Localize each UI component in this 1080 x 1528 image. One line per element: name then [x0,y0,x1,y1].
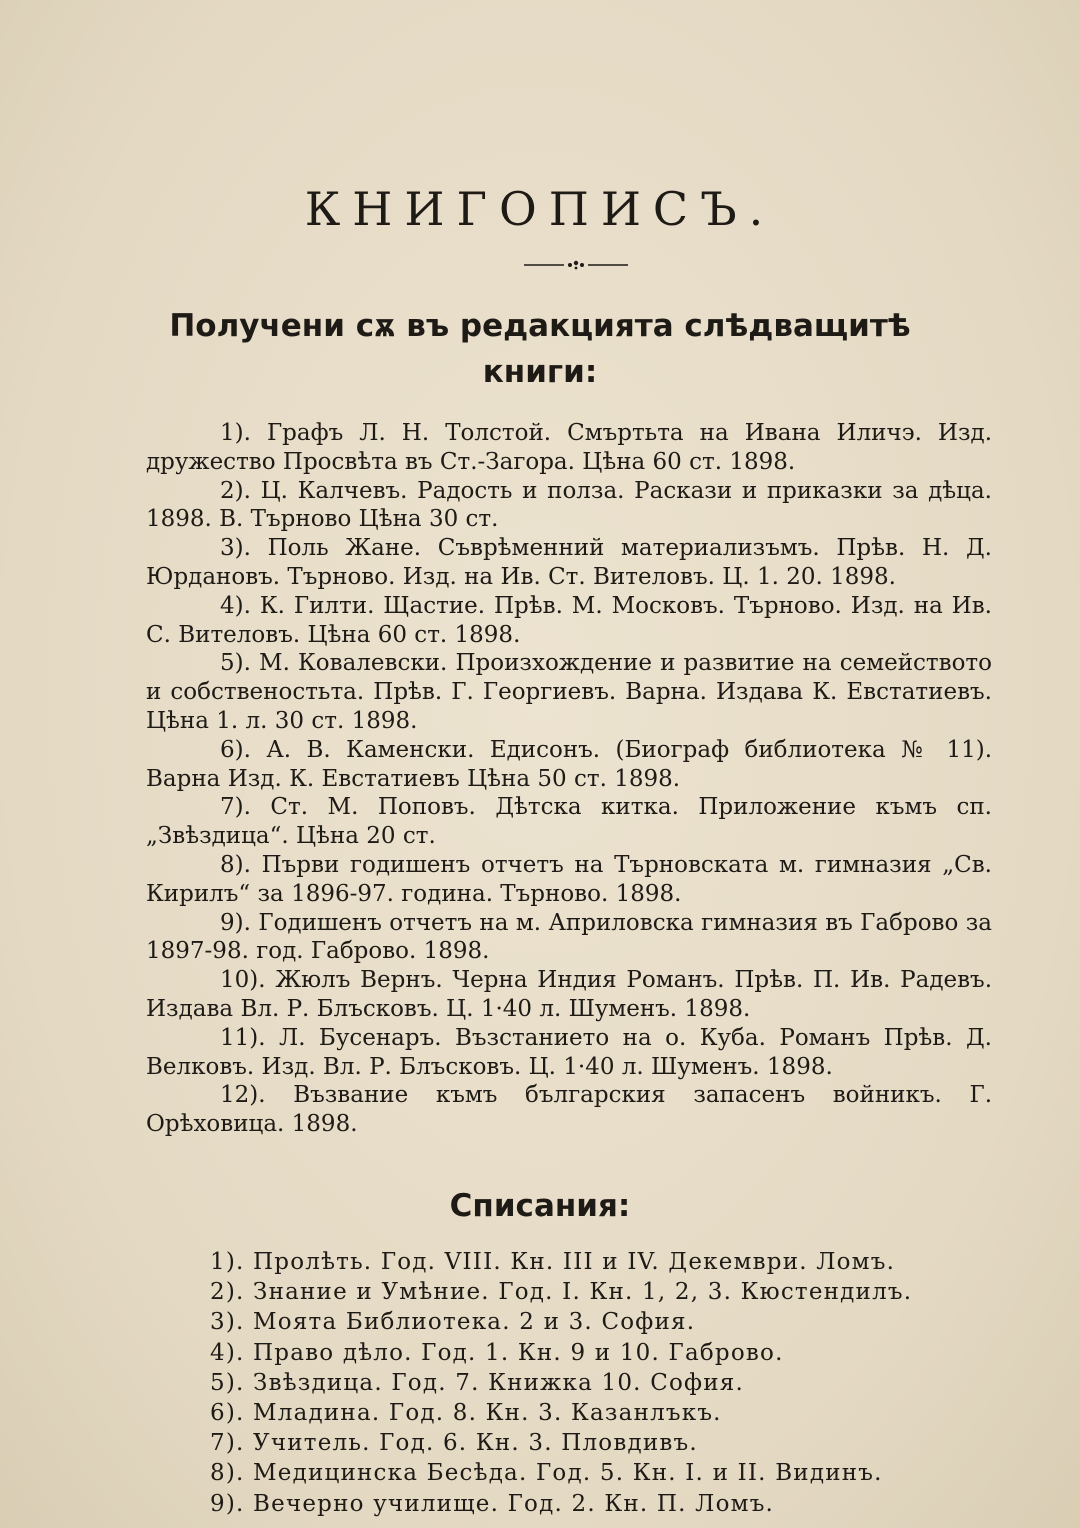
book-number: 8). [220,851,251,878]
book-text: Ст. М. Поповъ. Дѣтска китка. Приложение къмъ сп. „Звѣздица“. Цѣна 20 ст. [146,794,992,850]
book-number: 7). [220,794,251,821]
journal-name: Пролѣть. [253,1249,373,1275]
journal-name: Право дѣло. [253,1339,413,1366]
journal-name: Младина. [253,1400,381,1427]
journal-text: Год. 8. Кн. 3. Казанлъкъ. [388,1400,722,1427]
book-number: 12). [220,1082,266,1109]
book-number: 6). [220,736,251,763]
books-heading-line2: книги: [482,354,598,390]
journal-entry [210,1277,1010,1307]
journal-number: 9). [210,1490,245,1517]
journal-number: 3). [210,1309,245,1336]
book-number: 9). [220,909,251,936]
books-list [146,419,992,1139]
journal-number: 2). [210,1279,245,1306]
book-text: Поль Жане. Съврѣменний материализъмъ. Прѣв. Н. Д. Юрдановъ. Търново. Изд. на Ив. Ст. Вителовъ. Ц. 1. 20. 1898. [146,535,992,590]
journal-number: 4). [210,1339,245,1366]
journals-list [210,1247,1010,1519]
journal-entry [210,1338,1010,1368]
book-number: 11). [220,1024,266,1051]
book-entry [146,966,992,1024]
journal-entry [210,1247,1010,1277]
journal-text: Год. VIII. Кн. III и IV. Декември. Ломъ. [380,1249,896,1275]
journal-number: 7). [210,1430,245,1457]
journal-number: 6). [210,1400,245,1427]
book-entry [146,1081,992,1139]
journal-number: 1). [210,1249,245,1275]
ornament-divider-icon [524,258,628,272]
journal-text: Год. 1. Кн. 9 и 10. Габрово. [421,1339,784,1366]
book-text: Л. Бусенаръ. Възстанието на о. Куба. Романъ Прѣв. Д. Велковъ. Изд. Вл. Р. Блъсковъ. Ц. 1·40 л. Шуменъ. 1898. [146,1024,992,1080]
book-number: 2). [220,477,251,504]
book-text: Годишенъ отчетъ на м. Априловска гимназия въ Габрово за 1897-98. год. Габрово. 1898. [146,909,993,965]
journal-name: Учитель. [253,1430,371,1457]
book-entry [146,649,992,735]
book-number: 10). [220,967,266,994]
journal-text: Год. 7. Книжка 10. София. [391,1369,744,1396]
book-number: 4). [220,592,251,619]
book-number: 3). [220,535,251,562]
journal-text: Год. 5. Кн. I. и II. Видинъ. [536,1460,883,1487]
book-text: К. Гилти. Щастие. Прѣв. М. Московъ. Търново. Изд. на Ив. С. Вителовъ. Цѣна 60 ст. 1898. [146,592,992,648]
book-entry [146,419,992,477]
journal-text: Год. I. Кн. 1, 2, 3. Кюстендилъ. [498,1279,913,1306]
journal-entry [210,1489,1010,1519]
book-entry [146,477,992,535]
journal-entry [210,1428,1010,1458]
journal-text: 2 и 3. София. [519,1309,696,1336]
journal-name: Звѣздица. [253,1369,383,1396]
book-text: М. Ковалевски. Произхождение и развитие на семейството и собственостьта. Прѣв. Г. Георгиевъ. Варна. Издава К. Евстатиевъ. Цѣна 1. л. 30 ст. 1898. [146,650,993,734]
journal-name: Знание и Умѣние. [253,1279,490,1306]
journals-heading: Списания: [449,1188,631,1224]
journal-entry [210,1458,1010,1488]
book-entry [146,793,992,851]
book-number: 5). [220,650,251,677]
page-title: КНИГОПИСЪ. [304,182,776,236]
journal-text: Год. 2. Кн. П. Ломъ. [507,1490,775,1517]
journal-entry [210,1398,1010,1428]
book-entry [146,592,992,650]
book-text: Първи годишенъ отчетъ на Търновската м. гимназия „Св. Кирилъ“ за 1896-97. година. Търново. 1898. [146,851,992,907]
books-heading-line1: Получени сѫ въ редакцията слѣдващитѣ [169,308,911,344]
journal-number: 8). [210,1460,245,1487]
book-text: Ц. Калчевъ. Радость и полза. Раскази и приказки за дѣца. 1898. В. Търново Цѣна 30 ст. [146,477,992,533]
book-entry [146,851,992,909]
book-entry [146,736,992,794]
journal-name: Медицинска Бесѣда. [253,1460,528,1487]
journal-entry [210,1368,1010,1398]
journal-entry [210,1307,1010,1337]
book-text: Графъ Л. Н. Толстой. Смъртьта на Ивана Иличэ. Изд. дружество Просвѣта въ Ст.-Загора. Цѣна 60 ст. 1898. [146,420,993,475]
book-text: Възвание къмъ българския запасенъ войникъ. Г. Орѣховица. 1898. [146,1082,992,1138]
journal-name: Моята Библиотека. [253,1309,511,1336]
journal-text: Год. 6. Кн. 3. Пловдивъ. [379,1430,698,1457]
book-entry [146,534,992,592]
book-text: А. В. Каменски. Едисонъ. (Биограф библиотека № 11). Варна Изд. К. Евстатиевъ Цѣна 50 ст. 1898. [146,736,993,792]
journal-number: 5). [210,1369,245,1396]
book-text: Жюлъ Вернъ. Черна Индия Романъ. Прѣв. П. Ив. Радевъ. Издава Вл. Р. Блъсковъ. Ц. 1·40 л. Шуменъ. 1898. [146,967,993,1022]
journal-name: Вечерно училище. [253,1490,500,1517]
book-number: 1). [220,420,251,446]
book-entry [146,1024,992,1082]
book-entry [146,909,992,967]
